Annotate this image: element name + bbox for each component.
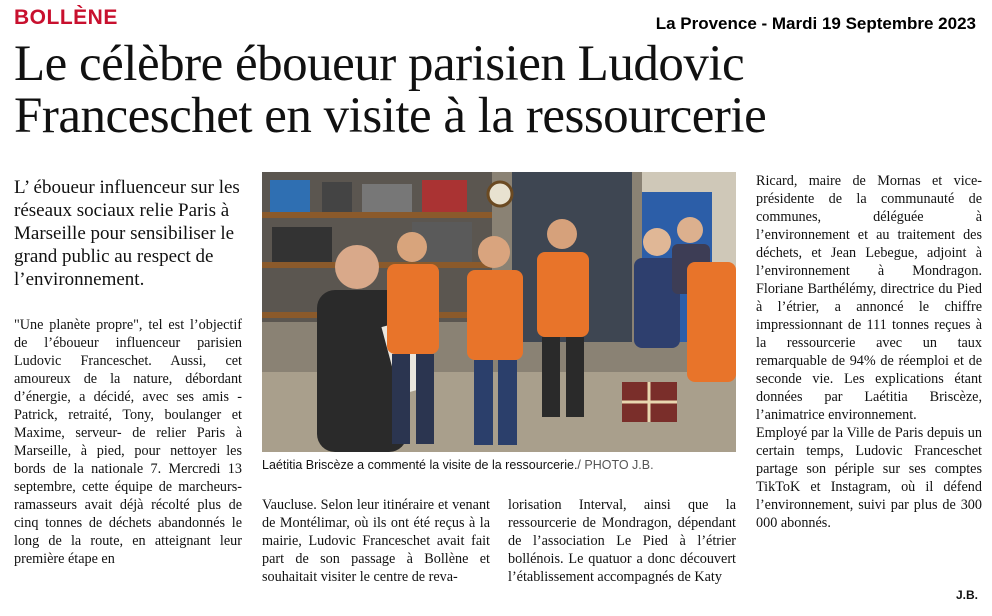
photo-credit: / PHOTO J.B. — [577, 458, 654, 472]
photo-illustration — [262, 172, 736, 452]
body-column-2: Vaucluse. Selon leur itinéraire et venant de Montélimar, où ils ont été reçus à la mairie, Ludovic Franceschet avait fait part de son passage à Bollène et souhaitait visiter le centre de reva- — [262, 497, 490, 585]
body-column-1: "Une planète propre", tel est l’objectif de l’éboueur influenceur parisien Ludovic Franceschet. Aussi, cet amoureux de la nature, débordant d’énergie, a décidé, avec ses amis - Patrick, retraité, Tony, boulanger et Maxime, serveur- de relier Paris à Marseille, à pied, pour nettoyer les bords de la nationale 7. Mercredi 13 septembre, cette équipe de marcheurs-ramasseurs avait déjà récolté plus de cinq tonnes de déchets abandonnés le long de la route, en atteignant leur première étape en — [14, 317, 242, 567]
body-column-3: lorisation Interval, ainsi que la ressourcerie de Mondragon, dépendant de l’association Le Pied à l’étrier bollénois. Le quatuor a donc découvert l’établissement accompagnés de Katy — [508, 497, 736, 585]
article-photo — [262, 172, 736, 452]
body-column-4 — [756, 172, 982, 532]
photo-caption — [262, 458, 736, 472]
section-rubric: BOLLÈNE — [14, 6, 118, 29]
body-column-4-paragraph-1: Ricard, maire de Mornas et vice-présidente de la communauté de communes, déléguée à l’environnement et au traitement des déchets, et Jean Lebegue, adjoint à l’environnement à Mondragon. Floriane Barthélémy, directrice du Pied à l’étrier, a annoncé le chiffre impressionnant de 111 tonnes reçues à la ressourcerie avec un taux remarquable de 94% de réemploi et de seconde vie. Les explications étant données par Laétitia Briscèze, l’animatrice environnement. — [756, 173, 982, 423]
article-lead: L’ éboueur influenceur sur les réseaux sociaux relie Paris à Marseille pour sensibiliser le grand public au respect de l’environnement. — [14, 177, 240, 290]
body-column-4-paragraph-2: Employé par la Ville de Paris depuis un certain temps, Ludovic Franceschet partage son périple sur ses comptes TikToK et Instagram, où il défend l’environnement, suivi par plus de 300 000 abonnés. — [756, 425, 982, 531]
publication-dateline: La Provence - Mardi 19 Septembre 2023 — [655, 14, 976, 33]
author-signature: J.B. — [955, 588, 978, 602]
caption-text: Laétitia Briscèze a commenté la visite de la ressourcerie. — [262, 458, 578, 472]
article-headline: Le célèbre éboueur parisien Ludovic Franceschet en visite à la ressourcerie — [14, 36, 767, 144]
